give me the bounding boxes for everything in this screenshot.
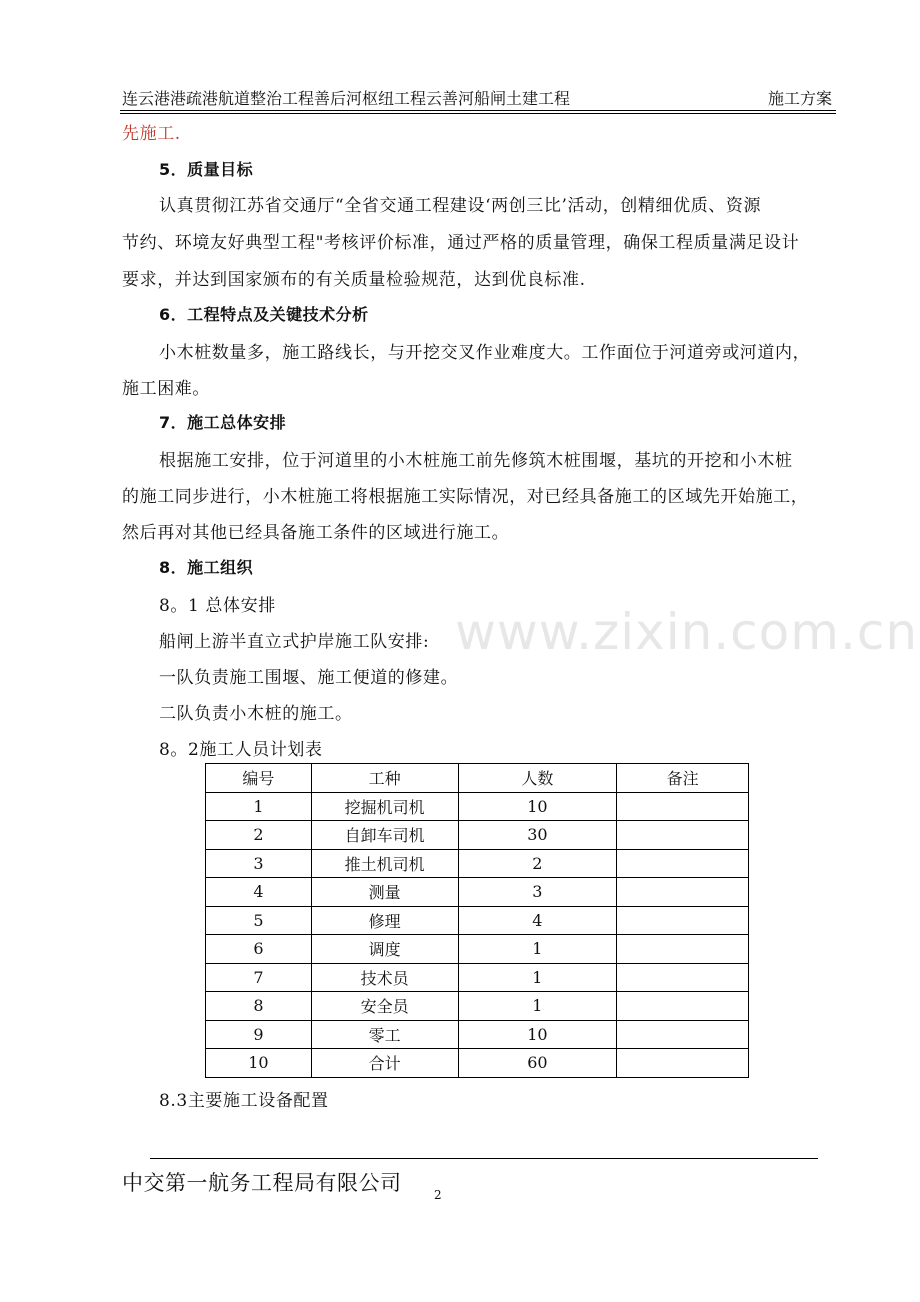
table-cell: 8	[206, 992, 312, 1021]
table-row	[206, 992, 749, 1021]
table-cell: 修理	[311, 906, 458, 935]
table-cell	[617, 1020, 749, 1049]
table-cell: 4	[206, 878, 312, 907]
table-cell: 2	[458, 849, 617, 878]
table-row	[206, 906, 749, 935]
table-cell	[617, 792, 749, 821]
table-cell: 1	[458, 935, 617, 964]
table-cell: 30	[458, 821, 617, 850]
column-header: 备注	[617, 764, 749, 793]
paragraph-line: 施工困难。	[122, 379, 210, 399]
table-cell	[617, 963, 749, 992]
table-cell	[617, 935, 749, 964]
section-heading-7: 7．施工总体安排	[159, 413, 287, 432]
footer-company-name: 中交第一航务工程局有限公司	[122, 1171, 402, 1195]
column-header: 编号	[206, 764, 312, 793]
table-header-row	[206, 764, 749, 793]
paragraph-line: 一队负责施工围堰、施工便道的修建。	[159, 668, 459, 688]
table-cell: 3	[206, 849, 312, 878]
page-header	[122, 86, 836, 110]
table-cell: 技术员	[311, 963, 458, 992]
table-cell: 3	[458, 878, 617, 907]
subsection-heading-8-3: 8.3主要施工设备配置	[159, 1091, 329, 1111]
table-cell	[617, 878, 749, 907]
paragraph-line: 根据施工安排，位于河道里的小木桩施工前先修筑木桩围堰，基坑的开挖和小木桩	[159, 451, 793, 471]
table-cell: 9	[206, 1020, 312, 1049]
table-cell: 10	[458, 792, 617, 821]
table-cell: 调度	[311, 935, 458, 964]
table-cell: 自卸车司机	[311, 821, 458, 850]
paragraph-line: 二队负责小木桩的施工。	[159, 704, 353, 724]
paragraph-line: 小木桩数量多，施工路线长，与开挖交叉作业难度大。工作面位于河道旁或河道内，	[159, 343, 811, 363]
table-cell: 推土机司机	[311, 849, 458, 878]
table-cell	[617, 992, 749, 1021]
table-cell: 4	[458, 906, 617, 935]
section-heading-5: 5．质量目标	[159, 160, 254, 179]
paragraph-line: 然后再对其他已经具备施工条件的区域进行施工。	[122, 523, 510, 543]
watermark: www.zixin.com.cn	[455, 603, 919, 661]
section-heading-8: 8．施工组织	[159, 558, 254, 577]
table-cell: 10	[206, 1049, 312, 1078]
table-cell: 2	[206, 821, 312, 850]
header-project-title: 连云港港疏港航道整治工程善后河枢纽工程云善河船闸土建工程	[122, 89, 571, 108]
paragraph-line: 节约、环境友好典型工程"考核评价标准，通过严格的质量管理，确保工程质量满足设计	[122, 233, 800, 253]
footer-divider	[150, 1158, 818, 1159]
column-header: 工种	[311, 764, 458, 793]
table-cell	[617, 821, 749, 850]
table-cell	[617, 1049, 749, 1078]
continued-text: 先施工.	[122, 124, 181, 144]
subsection-heading-8-1: 8。1 总体安排	[159, 596, 276, 616]
header-divider	[120, 110, 836, 114]
table-cell: 7	[206, 963, 312, 992]
paragraph-line: 船闸上游半直立式护岸施工队安排:	[159, 632, 430, 652]
staff-plan-table	[205, 763, 749, 1078]
table-cell	[617, 849, 749, 878]
table-cell: 1	[206, 792, 312, 821]
paragraph-line: 要求，并达到国家颁布的有关质量检验规范，达到优良标准.	[122, 270, 586, 290]
table-row	[206, 821, 749, 850]
table-cell: 零工	[311, 1020, 458, 1049]
table-cell: 测量	[311, 878, 458, 907]
table-row	[206, 792, 749, 821]
table-cell: 1	[458, 992, 617, 1021]
table-cell: 5	[206, 906, 312, 935]
table-row	[206, 849, 749, 878]
table-cell: 挖掘机司机	[311, 792, 458, 821]
table-cell: 合计	[311, 1049, 458, 1078]
section-heading-6: 6．工程特点及关键技术分析	[159, 305, 369, 324]
table-cell: 1	[458, 963, 617, 992]
page-number: 2	[434, 1188, 442, 1202]
table-row	[206, 963, 749, 992]
table-total-row	[206, 1049, 749, 1078]
table-row	[206, 878, 749, 907]
paragraph-line: 的施工同步进行，小木桩施工将根据施工实际情况，对已经具备施工的区域先开始施工，	[122, 487, 809, 507]
table-cell	[617, 906, 749, 935]
table-cell: 安全员	[311, 992, 458, 1021]
table-row	[206, 935, 749, 964]
table-row	[206, 1020, 749, 1049]
paragraph-line: 认真贯彻江苏省交通厅“全省交通工程建设‘两创三比’活动，创精细优质、资源	[159, 196, 762, 216]
column-header: 人数	[458, 764, 617, 793]
table-cell: 6	[206, 935, 312, 964]
table-cell: 10	[458, 1020, 617, 1049]
subsection-heading-8-2: 8。2施工人员计划表	[159, 740, 323, 760]
table-cell: 60	[458, 1049, 617, 1078]
header-doc-type: 施工方案	[767, 89, 832, 108]
